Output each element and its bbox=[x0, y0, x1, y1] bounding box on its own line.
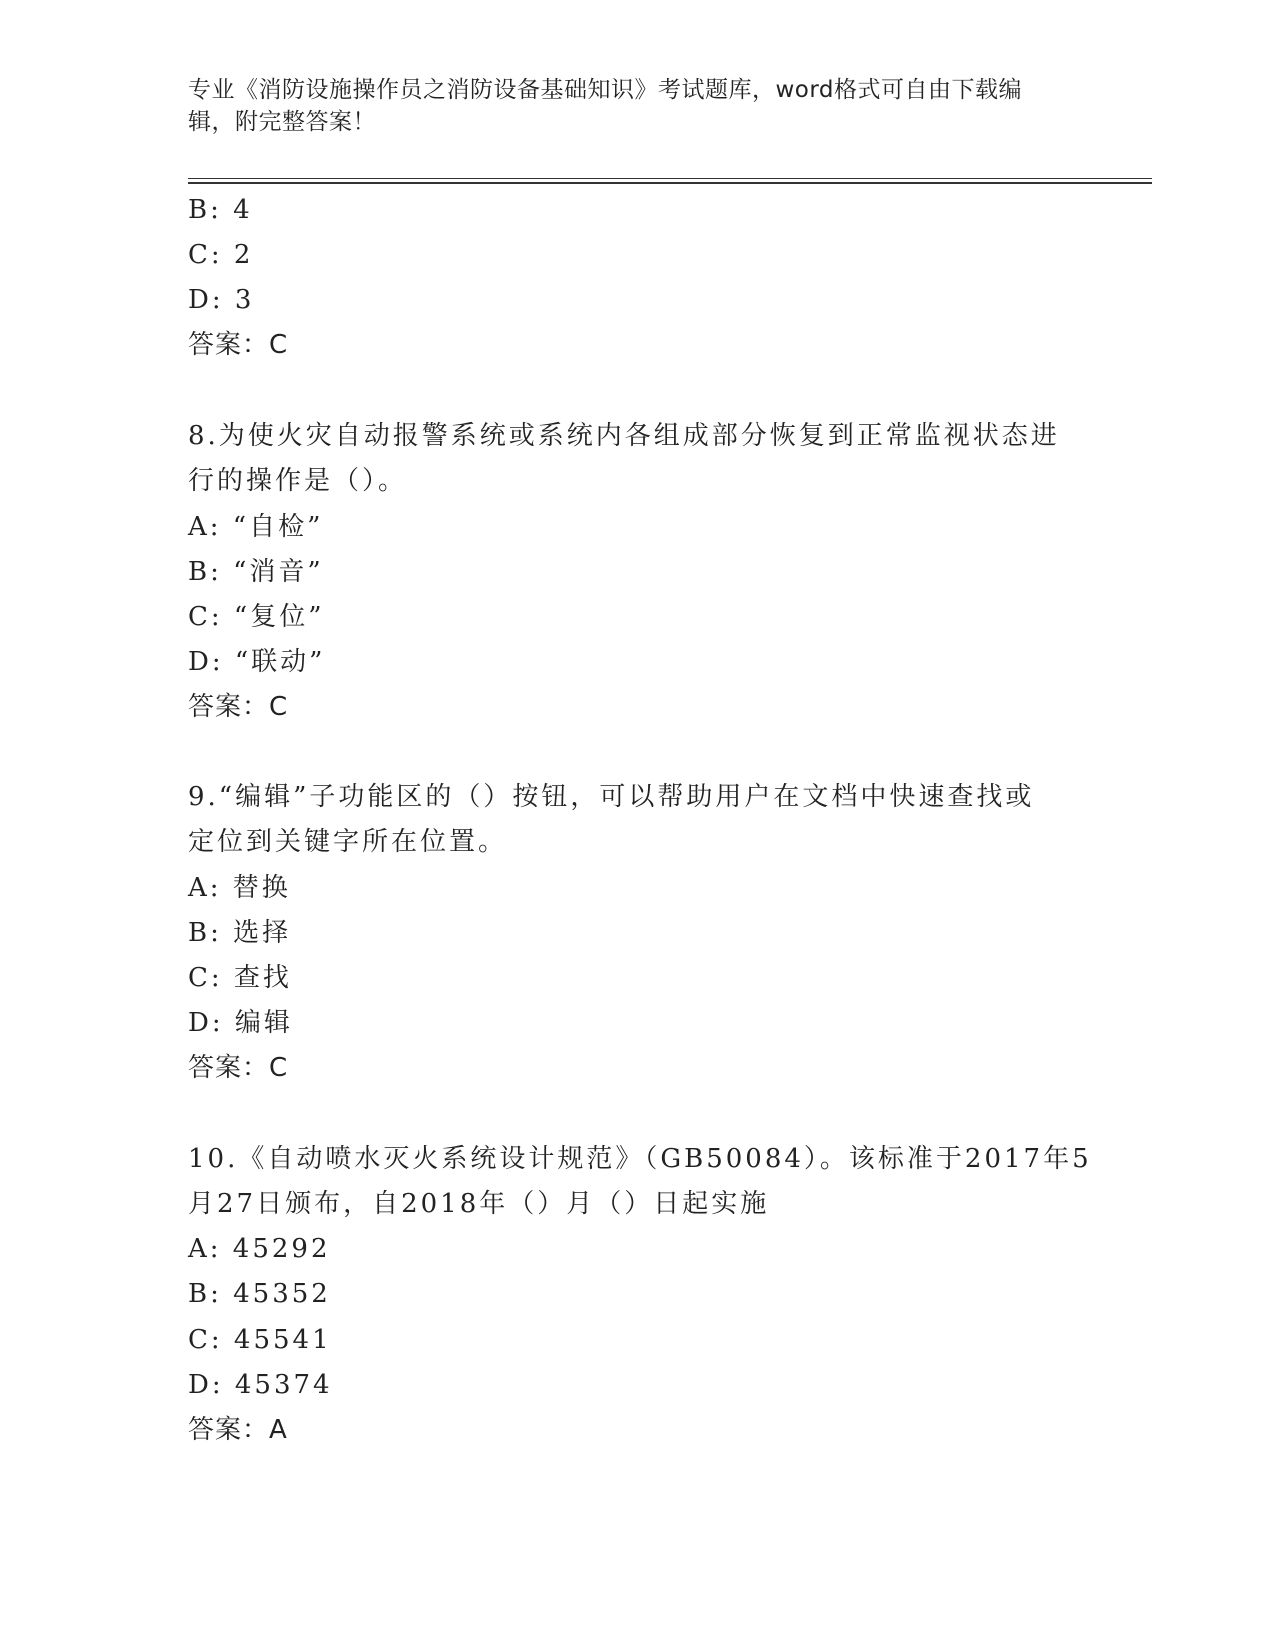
header-divider-thick bbox=[188, 182, 1152, 184]
header-divider-thin bbox=[188, 178, 1152, 179]
q8-stem-line-1: 8.为使火灾自动报警系统或系统内各组成部分恢复到正常监视状态进 bbox=[188, 421, 1060, 451]
q10-option-d: D: 45374 bbox=[188, 1370, 333, 1400]
q10-answer: 答案：A bbox=[188, 1415, 288, 1445]
q8-stem-line-2: 行的操作是（）。 bbox=[188, 466, 408, 496]
q9-stem-line-1: 9.“编辑”子功能区的（）按钮，可以帮助用户在文档中快速查找或 bbox=[188, 782, 1035, 812]
q9-option-c: C: 查找 bbox=[188, 963, 292, 993]
q7-option-d: D: 3 bbox=[188, 285, 255, 315]
q9-answer: 答案：C bbox=[188, 1053, 289, 1083]
q8-option-d: D: “联动” bbox=[188, 647, 326, 677]
q10-stem-line-1: 10.《自动喷水灭火系统设计规范》（GB50084）。该标准于2017年5 bbox=[188, 1144, 1092, 1174]
q10-option-a: A: 45292 bbox=[188, 1234, 331, 1264]
q8-answer: 答案：C bbox=[188, 692, 289, 722]
q9-option-d: D: 编辑 bbox=[188, 1008, 293, 1038]
q8-option-a: A: “自检” bbox=[188, 512, 324, 542]
q10-option-b: B: 45352 bbox=[188, 1279, 331, 1309]
q9-option-a: A: 替换 bbox=[188, 873, 291, 903]
q8-option-b: B: “消音” bbox=[188, 557, 324, 587]
q10-option-c: C: 45541 bbox=[188, 1325, 332, 1355]
q7-option-c: C: 2 bbox=[188, 240, 254, 270]
page-header bbox=[188, 74, 1068, 138]
header-line-2: 辑，附完整答案！ bbox=[188, 109, 376, 135]
q8-option-c: C: “复位” bbox=[188, 602, 325, 632]
q7-answer: 答案：C bbox=[188, 330, 289, 360]
q7-option-b: B: 4 bbox=[188, 195, 253, 225]
q10-stem-line-2: 月27日颁布，自2018年（）月（）日起实施 bbox=[188, 1189, 770, 1219]
q9-option-b: B: 选择 bbox=[188, 918, 292, 948]
q9-stem-line-2: 定位到关键字所在位置。 bbox=[188, 827, 508, 857]
header-line-1: 专业《消防设施操作员之消防设备基础知识》考试题库，word格式可自由下载编 bbox=[188, 77, 1023, 103]
